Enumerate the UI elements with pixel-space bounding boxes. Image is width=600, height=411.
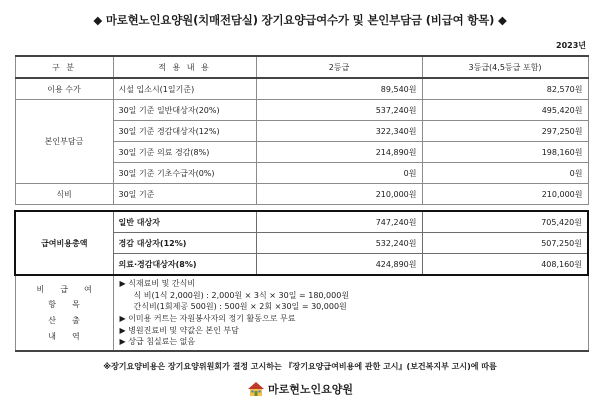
header-category: 구 분 — [15, 56, 113, 78]
usage-fee-category: 이용 수가 — [15, 78, 113, 100]
copay-category: 본인부담금 — [15, 100, 113, 184]
copay-grade3: 198,160원 — [422, 142, 588, 163]
total-row — [15, 211, 588, 233]
year-label: 2023년 — [556, 41, 586, 50]
calc-label — [15, 275, 113, 351]
calc-line: ▶ 식재료비 및 간식비 — [119, 279, 196, 288]
copay-grade2: 0원 — [256, 163, 422, 184]
copay-grade2: 537,240원 — [256, 100, 422, 121]
meal-row — [15, 184, 588, 205]
total-category: 급여비용총액 — [15, 211, 113, 275]
copay-row — [15, 100, 588, 121]
calc-row — [15, 275, 588, 351]
footer — [0, 381, 600, 397]
copay-grade3: 0원 — [422, 163, 588, 184]
copay-item: 30일 기준 경감대상자(12%) — [113, 121, 256, 142]
total-grade2: 532,240원 — [256, 233, 422, 254]
footnote: ※장기요양비용은 장기요양위원회가 결정 고시하는 『장기요양급여비용에 관한 고시』(보건복지부 고시)에 따름 — [103, 362, 497, 371]
header-grade3: 3등급(4,5등급 포함) — [422, 56, 588, 78]
total-item: 경감 대상자(12%) — [113, 233, 256, 254]
calc-label-line: 비급여 — [36, 284, 108, 294]
total-item: 의료·경감대상자(8%) — [113, 254, 256, 276]
usage-fee-grade3: 82,570원 — [422, 78, 588, 100]
copay-grade3: 297,250원 — [422, 121, 588, 142]
calc-line: 식 비(1식 2,000원) : 2,000원 × 3식 × 30일 = 180,000원 — [133, 290, 350, 300]
total-grade3: 408,160원 — [422, 254, 588, 276]
calc-line: ▶ 상급 침실료는 없음 — [119, 337, 196, 347]
calc-label-line: 항목 — [48, 300, 96, 310]
header-grade2: 2등급 — [256, 56, 422, 78]
usage-fee-item: 시설 입소시(1일기준) — [113, 78, 256, 100]
house-logo-icon — [247, 381, 265, 397]
copay-grade2: 322,340원 — [256, 121, 422, 142]
copay-grade3: 495,420원 — [422, 100, 588, 121]
meal-grade2: 210,000원 — [256, 184, 422, 205]
page-title: ◆ 마로현노인요양원(치매전담실) 장기요양급여수가 및 본인부담금 (비급여 항목) ◆ — [93, 13, 507, 27]
total-grade2: 424,890원 — [256, 254, 422, 276]
copay-item: 30일 기준 기초수급자(0%) — [113, 163, 256, 184]
copay-item: 30일 기준 일반대상자(20%) — [113, 100, 256, 121]
meal-item: 30일 기준 — [113, 184, 256, 205]
copay-grade2: 214,890원 — [256, 142, 422, 163]
calc-line: ▶ 병원진료비 및 약값은 본인 부담 — [119, 325, 239, 335]
calc-line: ▶ 이미용 커트는 자원봉사자의 정기 활동으로 무료 — [119, 314, 296, 324]
total-item: 일반 대상자 — [113, 211, 256, 233]
calc-label-line: 내역 — [48, 331, 96, 341]
table-header-row — [15, 56, 588, 78]
calc-label-line: 산출 — [48, 316, 96, 326]
copay-item: 30일 기준 의료 경감(8%) — [113, 142, 256, 163]
header-content: 적 용 내 용 — [113, 56, 256, 78]
meal-category: 식비 — [15, 184, 113, 205]
total-grade2: 747,240원 — [256, 211, 422, 233]
footer-name: 마로현노인요양원 — [267, 383, 353, 396]
usage-fee-grade2: 89,540원 — [256, 78, 422, 100]
total-grade3: 507,250원 — [422, 233, 588, 254]
total-grade3: 705,420원 — [422, 211, 588, 233]
fee-table — [14, 55, 589, 352]
usage-fee-row — [15, 78, 588, 100]
calc-details — [113, 275, 588, 351]
meal-grade3: 210,000원 — [422, 184, 588, 205]
calc-line: 간식비(1회제공 500원) : 500원 × 2회 ×30일 = 30,000원 — [133, 302, 347, 312]
